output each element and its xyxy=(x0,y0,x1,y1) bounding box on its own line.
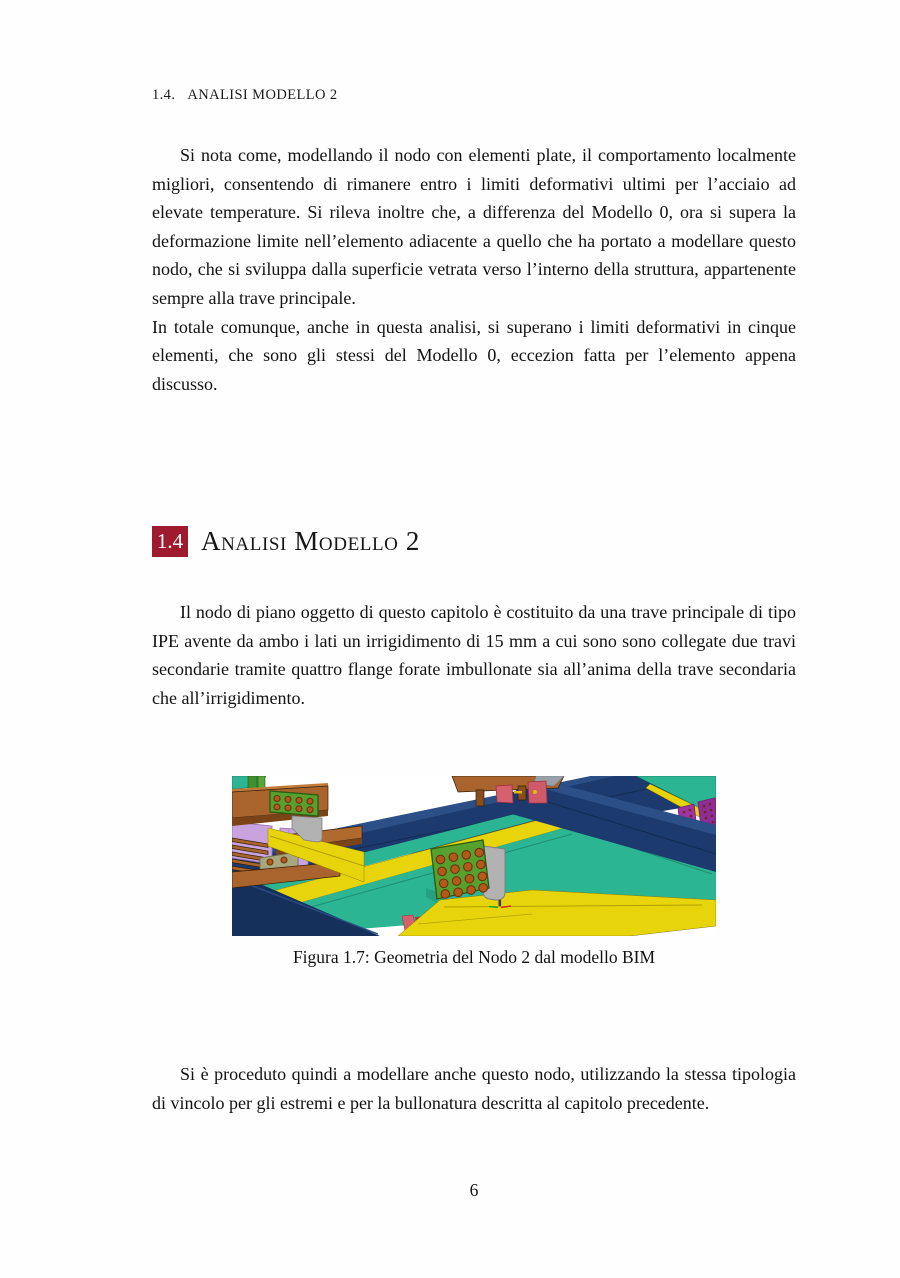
figure-image-bim-model xyxy=(232,776,716,936)
figure-1-7 xyxy=(232,776,716,968)
paragraph-1a: Si nota come, modellando il nodo con elementi plate, il comportamento localmente migliori, consentendo di rimanere entro i limiti deformativi ultimi per l’acciaio ad elevate temperature. Si rileva inoltre che, a differenza del Modello 0, ora si supera la deformazione limite nell’elemento adiacente a quello che ha portato a modellare questo nodo, che si sviluppa dalla superficie vetrata verso l’interno della struttura, appartenente sempre alla trave principale. xyxy=(152,145,796,308)
running-header xyxy=(152,87,338,104)
paragraph-block-2 xyxy=(152,598,796,712)
paragraph-1b: In totale comunque, anche in questa analisi, si superano i limiti deformativi in cinque elementi, che sono gli stessi del Modello 0, eccezion fatta per l’elemento appena discusso. xyxy=(152,316,796,394)
section-number-box: 1.4 xyxy=(152,526,188,557)
page-number: 6 xyxy=(469,1180,479,1200)
running-header-section-number: 1.4. xyxy=(152,87,176,103)
section-heading xyxy=(152,524,420,558)
section-title: Analisi Modello 2 xyxy=(201,525,420,556)
figure-caption: Figura 1.7: Geometria del Nodo 2 dal modello BIM xyxy=(292,947,656,967)
paragraph-3: Si è proceduto quindi a modellare anche questo nodo, utilizzando la stessa tipologia di vincolo per gli estremi e per la bullonatura descritta al capitolo precedente. xyxy=(152,1064,796,1113)
paragraph-block-3 xyxy=(152,1060,796,1117)
bolt-plate-center xyxy=(426,840,505,903)
bolt-plate-left xyxy=(270,791,318,816)
paragraph-block-1 xyxy=(152,141,796,398)
running-header-section-title: ANALISI MODELLO 2 xyxy=(187,87,338,103)
paragraph-2: Il nodo di piano oggetto di questo capitolo è costituito da una trave principale di tipo IPE avente da ambo i lati un irrigidimento di 15 mm a cui sono sono collegate due travi secondarie tramite quattro flange forate imbullonate sia all’anima della trave secondaria che all’irrigidimento. xyxy=(152,602,796,708)
